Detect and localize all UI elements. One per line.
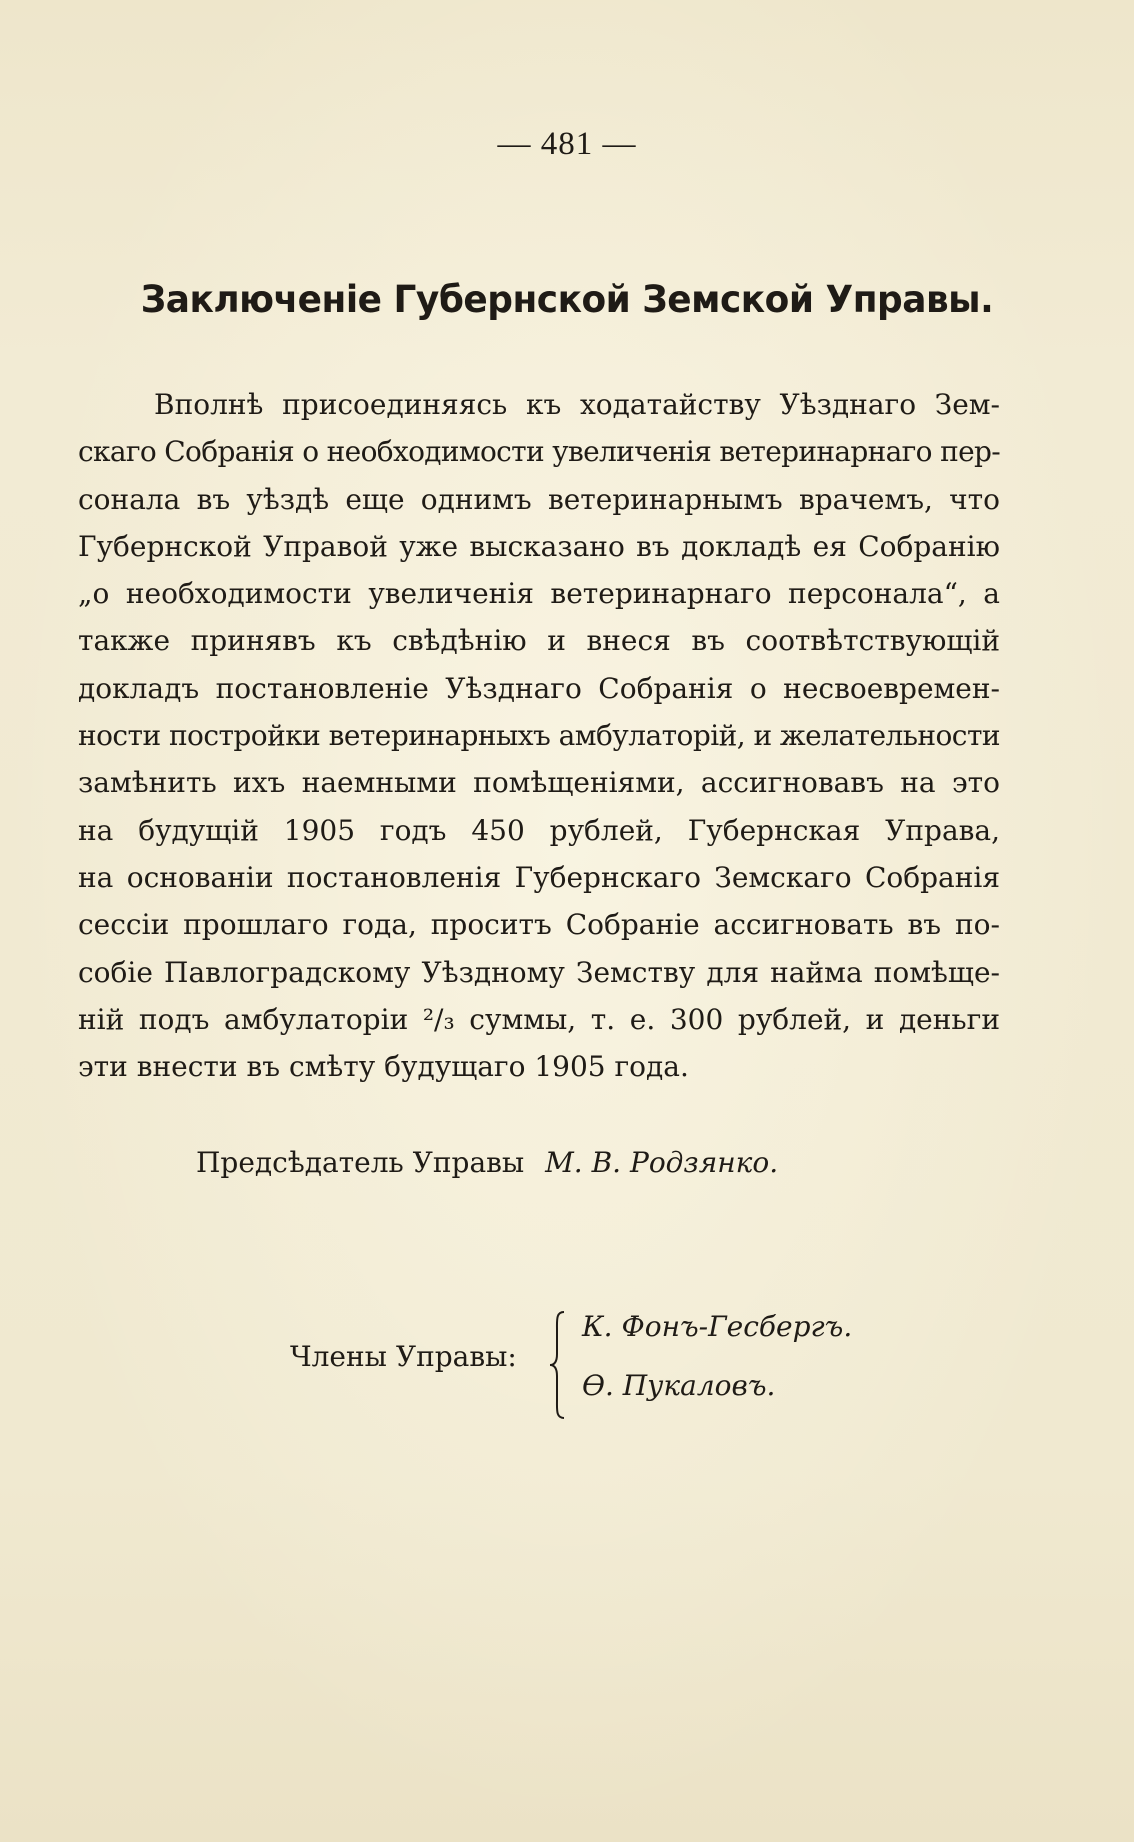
chairman-signature	[196, 1146, 778, 1179]
body-paragraph	[78, 381, 1000, 1090]
page-number: — 481 —	[497, 126, 637, 162]
body-line: Губернской Управой уже высказано въ докладѣ ея Собранію	[78, 529, 1000, 563]
body-line: Вполнѣ присоединяясь къ ходатайству Уѣзднаго Зем-	[154, 388, 1000, 421]
page-title: Заключеніе Губернской Земской Управы.	[140, 278, 994, 321]
body-line: сонала въ уѣздѣ еще однимъ ветеринарнымъ врачемъ, что	[78, 482, 1000, 516]
body-line: замѣнить ихъ наемными помѣщеніями, ассигновавъ на это	[78, 766, 1000, 800]
chairman-name: М. В. Родзянко.	[545, 1146, 779, 1179]
member-name: К. Фонъ-Гесбергъ.	[582, 1310, 853, 1343]
body-line: на будущій 1905 годъ 450 рублей, Губернская Управа,	[78, 813, 1000, 847]
body-line: сессіи прошлаго года, проситъ Собраніе ассигновать въ по-	[78, 908, 1000, 942]
body-line: собіе Павлоградскому Уѣздному Земству для найма помѣще-	[78, 955, 1000, 989]
body-line: скаго Собранія о необходимости увеличенія ветеринарнаго пер-	[78, 435, 1001, 469]
curly-brace-icon	[548, 1310, 568, 1420]
body-line: докладъ постановленіе Уѣзднаго Собранія о несвоевремен-	[78, 671, 1000, 705]
body-line: ности постройки ветеринарныхъ амбулаторій, и желательности	[78, 719, 1000, 753]
body-line: „о необходимости увеличенія ветеринарнаго персонала“, а	[78, 577, 1000, 611]
body-line: на основаніи постановленія Губернскаго Земскаго Собранія	[78, 860, 1000, 894]
body-line: ній подъ амбулаторіи ²/₃ суммы, т. е. 300 рублей, и деньги	[78, 1002, 1000, 1036]
body-line: также принявъ къ свѣдѣнію и внеся въ соотвѣтствующій	[78, 624, 1000, 658]
member-name: Ѳ. Пукаловъ.	[582, 1369, 776, 1402]
chairman-label: Предсѣдатель Управы	[196, 1146, 525, 1179]
body-line: эти внести въ смѣту будущаго 1905 года.	[78, 1050, 689, 1084]
members-label: Члены Управы:	[290, 1340, 517, 1373]
